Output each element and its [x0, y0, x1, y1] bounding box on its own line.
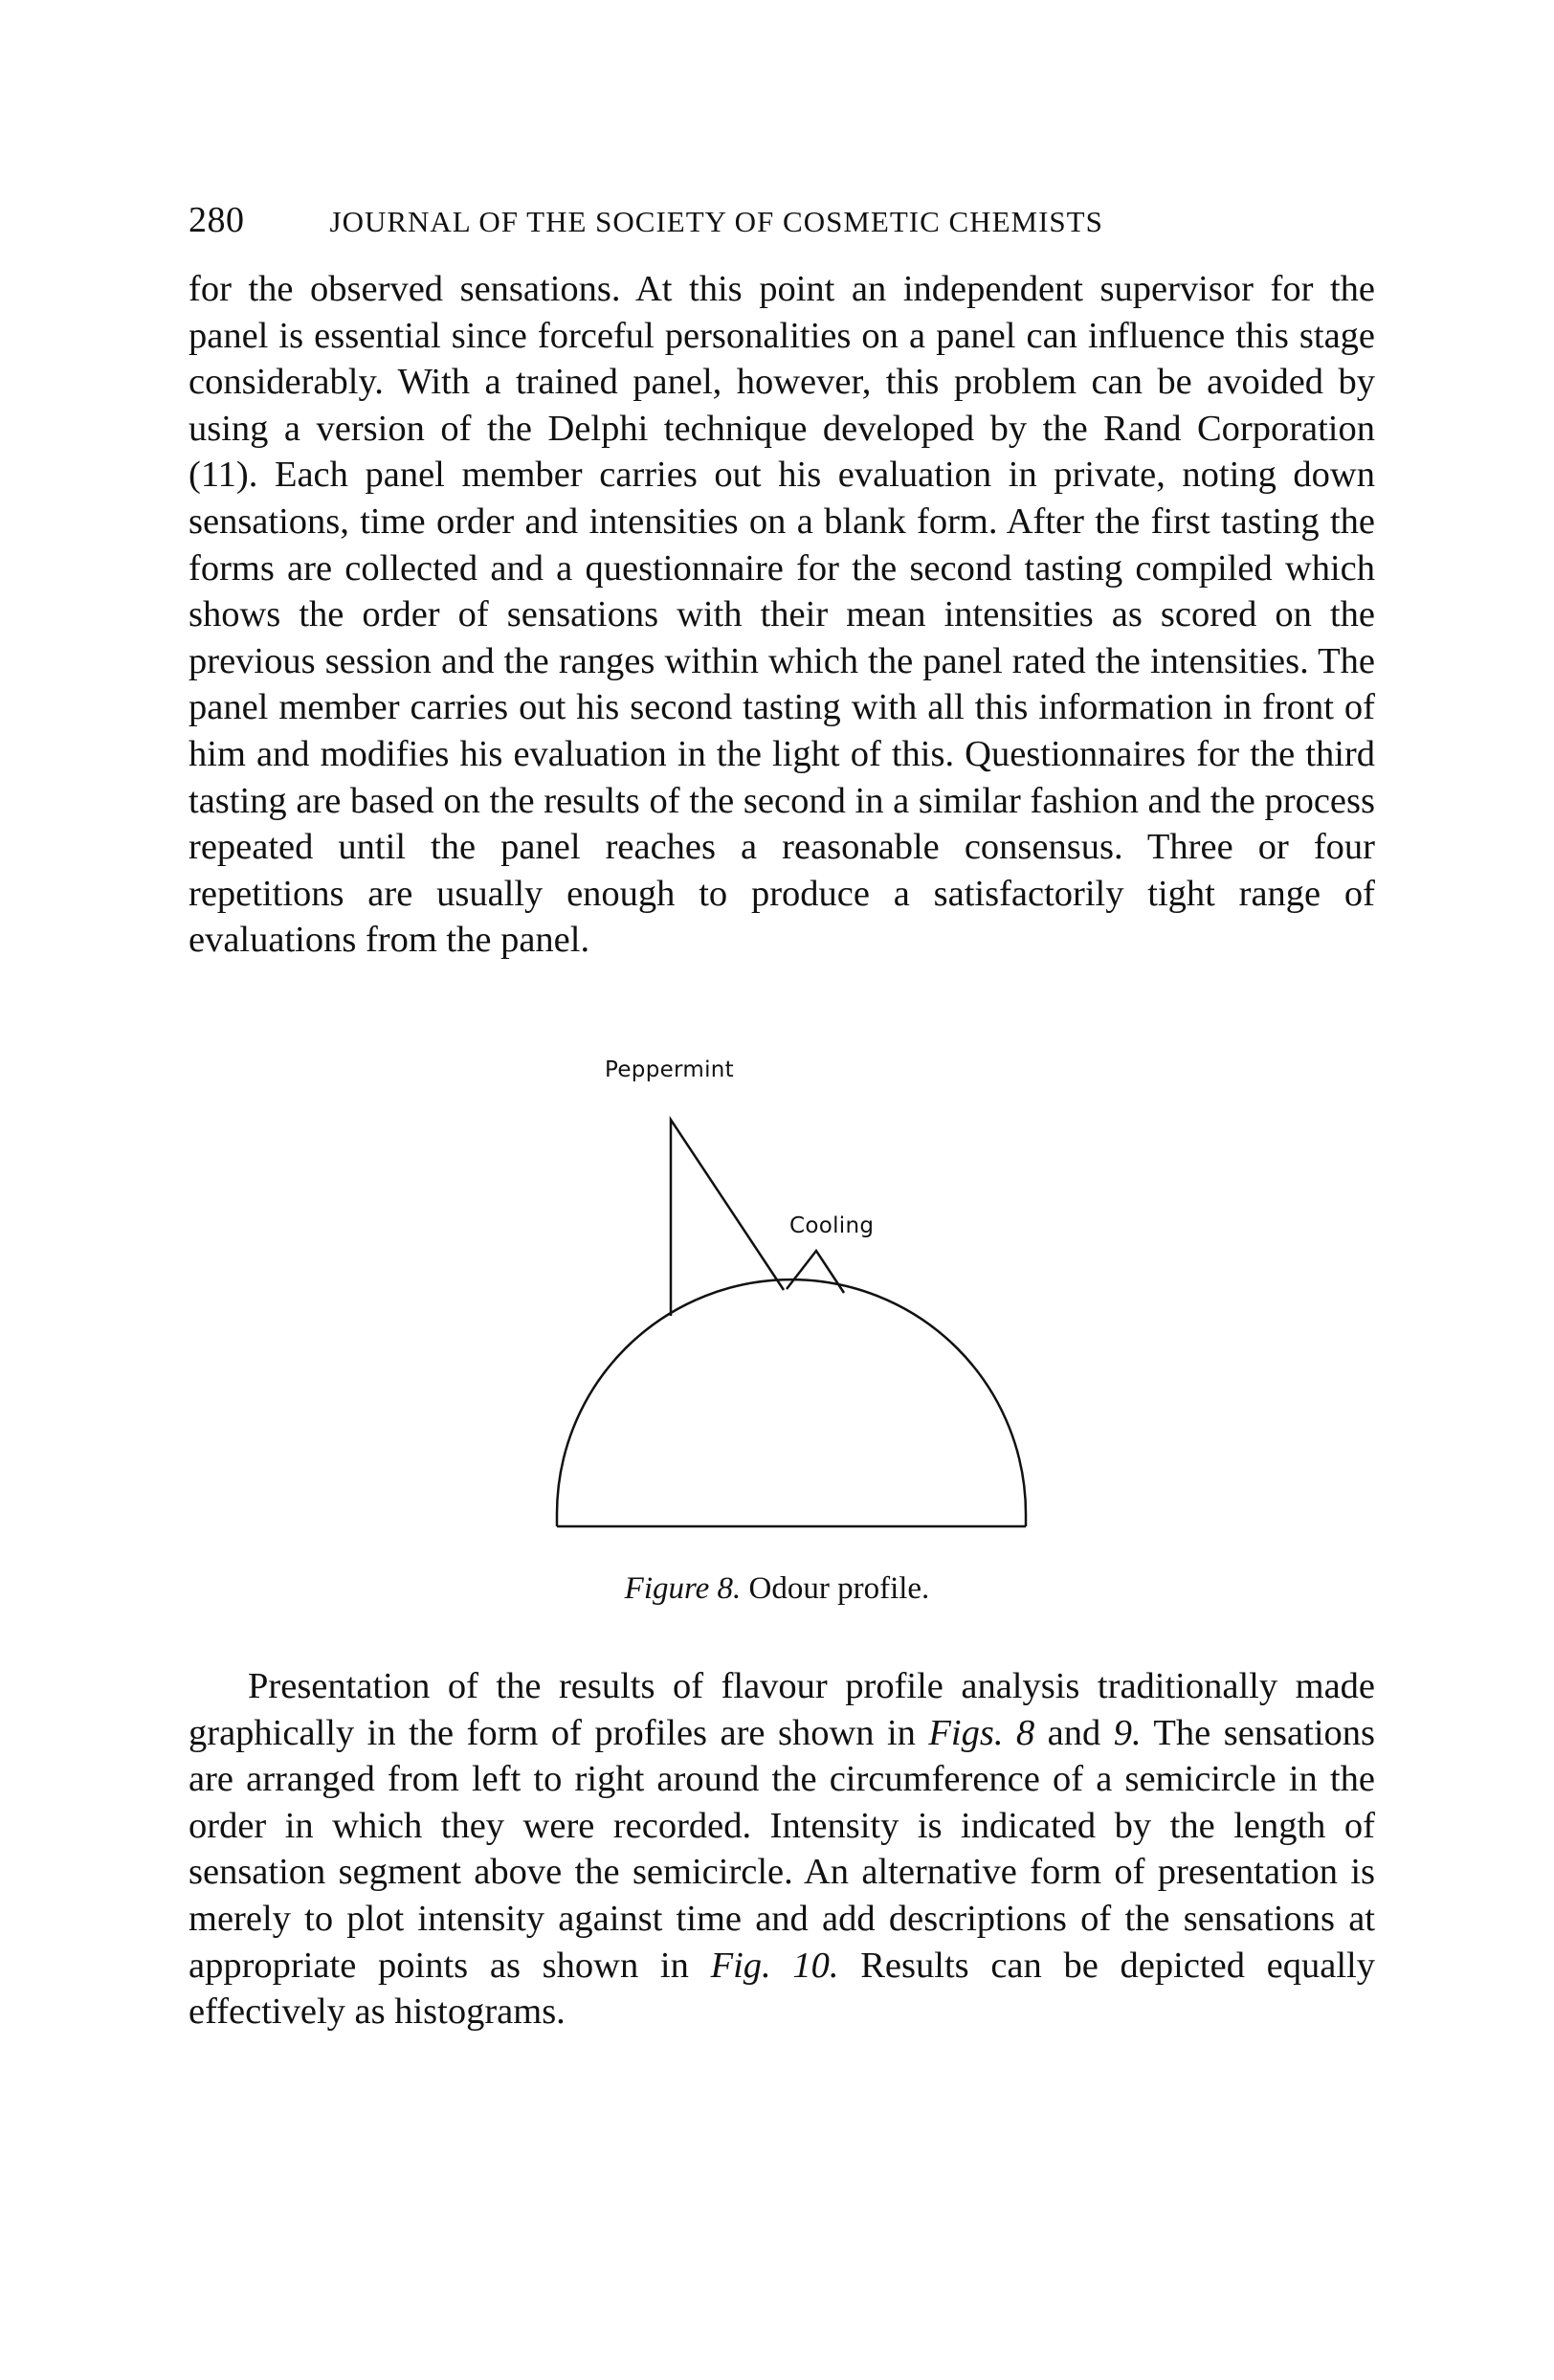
paragraph-2-text-3: The sensations are arranged from left to right around the circumference of a semicircle in the order in which they were recorded. Intensity is indicated by the length of sensation segment above the semicircle. An alternative form of presentation is merely to plot intensity against time and add descriptions of the sensations at appropriate points as shown in: [189, 1712, 1375, 1986]
paragraph-2-text-4: Results can be depicted equally effectively as histograms.: [189, 1945, 1375, 2033]
caption-figure-number: Figure 8.: [624, 1571, 742, 1606]
paragraph-2-text-1: Presentation of the results of flavour profile analysis traditionally made graphically in the form of profiles are shown in: [189, 1666, 1375, 1753]
figure-reference-9: 9.: [1113, 1712, 1142, 1753]
journal-title: JOURNAL OF THE SOCIETY OF COSMETIC CHEMISTS: [329, 205, 1103, 238]
odour-profile-diagram: [536, 1038, 1062, 1546]
paragraph-delphi-technique: for the observed sensations. At this point an independent supervisor for the panel is essential since forceful personalities on a panel can influence this stage considerably. With a trained panel, however, this problem can be avoided by using a version of the Delphi technique developed by the Rand Corporation (11). Each panel member carries out his evaluation in private, noting down sensations, time order and intensities on a blank form. After the first tasting the forms are collected and a questionnaire for the second tasting compiled which shows the order of sensations with their mean intensities as scored on the previous session and the ranges within which the panel rated the intensities. The panel member carries out his second tasting with all this information in front of him and modifies his evaluation in the light of this. Questionnaires for the third tasting are based on the results of the second in a similar fashion and the process repeated until the panel reaches a reasonable consensus. Three or four repetitions are usually enough to produce a satisfactorily tight range of evaluations from the panel.: [189, 269, 1375, 961]
peppermint-segment: [671, 1120, 784, 1316]
running-header: [189, 199, 1375, 241]
peppermint-label: Peppermint: [605, 1057, 734, 1082]
cooling-segment: [787, 1251, 844, 1293]
paragraph-2-text-2: and: [1034, 1712, 1114, 1753]
figure-reference-fig-10: Fig. 10.: [710, 1945, 839, 1986]
semicircle-arc: [557, 1279, 1026, 1526]
caption-text: Odour profile.: [748, 1571, 930, 1606]
paragraph-presentation: [189, 1663, 1375, 2035]
page-number: 280: [189, 200, 245, 240]
figure-reference-figs-8: Figs. 8: [928, 1712, 1035, 1753]
figure-caption: [0, 1571, 1554, 1607]
odour-profile-figure: [536, 1038, 1062, 1546]
cooling-label: Cooling: [789, 1213, 875, 1238]
